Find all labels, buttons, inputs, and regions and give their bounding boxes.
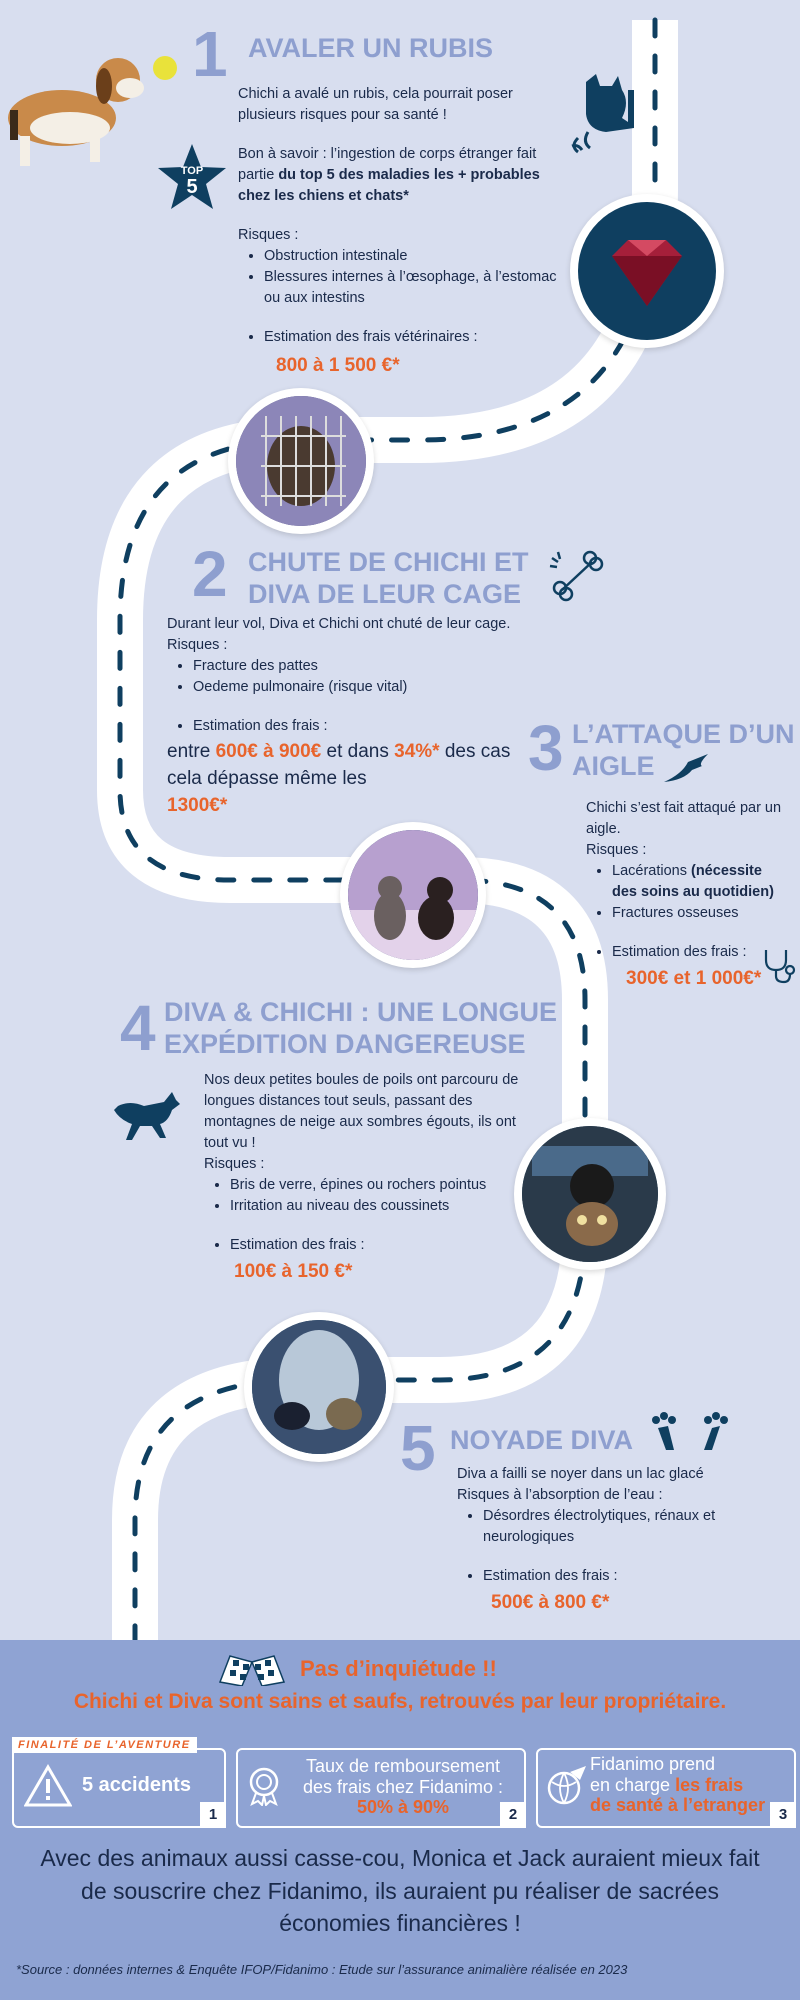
section1-title: AVALER UN RUBIS xyxy=(248,33,494,63)
section1-number: 1 xyxy=(192,18,228,90)
card-number-3: 3 xyxy=(770,1802,796,1828)
section2-title: CHUTE DE CHICHI ET DIVA DE LEUR CAGE xyxy=(248,547,529,610)
paw-prints-icon xyxy=(646,1410,732,1454)
checkered-flags-icon xyxy=(216,1652,288,1686)
cat-dog-photo xyxy=(348,830,478,960)
section4-price: 100€ à 150 €* xyxy=(234,1261,353,1283)
section5-title: NOYADE DIVA xyxy=(450,1425,634,1455)
cat-dog-photo-circle xyxy=(340,822,486,968)
footer-source: *Source : données internes & Enquête IFOP/Fidanimo : Etude sur l’assurance animalière réalisée en 2023 xyxy=(16,1962,628,1977)
section2-price: 1300€* xyxy=(167,795,228,817)
ruby-gem-icon xyxy=(578,202,716,340)
section3-title: L’ATTAQUE D’UN AIGLE xyxy=(572,719,795,782)
finality-label: FINALITÉ DE L’AVENTURE xyxy=(12,1737,197,1753)
card-number-2: 2 xyxy=(500,1802,526,1828)
cave-photo-circle xyxy=(244,1312,394,1462)
card-reimbursement-line1: Taux de remboursement xyxy=(305,1756,501,1776)
stethoscope-icon xyxy=(762,946,796,984)
medal-icon xyxy=(246,1766,282,1806)
globe-plane-icon xyxy=(544,1764,588,1806)
card-abroad xyxy=(536,1748,796,1828)
section5-body: Diva a failli se noyer dans un lac glacé Risques à l’absorption de l’eau : • Désordres électrolytiques, rénaux et neurologiques • Estimation des frais : 500€ à 800 €* xyxy=(457,1464,747,1617)
card-abroad-line3: de santé à l’etranger xyxy=(590,1795,766,1816)
beagle-jumping-illustration xyxy=(0,40,160,170)
section4-title: DIVA & CHICHI : UNE LONGUE EXPÉDITION DANGEREUSE xyxy=(164,997,558,1060)
ruby-photo-circle xyxy=(570,194,724,348)
section2-body: Durant leur vol, Diva et Chichi ont chuté de leur cage. Risques : • Fracture des pattes • Oedeme pulmonaire (risque vital) • Estimation des frais : entre 600€ à 900€ et dans 34%* des cas cela dépasse même les 1300€* xyxy=(167,614,537,820)
card-reimbursement-line2: des frais chez Fidanimo : xyxy=(302,1776,504,1797)
airplane-photo-circle xyxy=(514,1118,666,1270)
tennis-ball-icon xyxy=(153,56,177,80)
card-reimbursement-rate: 50% à 90% xyxy=(356,1797,450,1818)
cave-photo xyxy=(252,1320,386,1454)
dog-cage-photo-circle xyxy=(228,388,374,534)
card-abroad-line1: Fidanimo prend xyxy=(590,1754,716,1774)
section4-body: Nos deux petites boules de poils ont parcouru de longues distances tout seuls, passant des montagnes de neige aux sombres égouts, ils ont tout vu ! Risques : • Bris de verre, épines ou rochers pointus • Irritation au niveau des coussinets • Estimation des frais : 100€ à 150 €* xyxy=(204,1070,524,1286)
section1-body: Chichi a avalé un rubis, cela pourrait poser plusieurs risques pour sa santé ! Bon à savoir : l’ingestion de corps étranger fait partie du top 5 des maladies les + probables chez les chiens et chats* Risques : • Obstruction intestinale • Blessures internes à l’œsophage, à l’estomac ou aux intestins • Estimation des frais vétérinaires : 800 à 1 500 €* xyxy=(238,84,568,380)
card-accidents xyxy=(12,1748,226,1828)
card-reimbursement xyxy=(236,1748,526,1828)
warning-icon xyxy=(24,1764,72,1808)
section4-number: 4 xyxy=(120,992,156,1064)
section3-price: 300€ et 1 000€* xyxy=(626,968,762,990)
section2-number: 2 xyxy=(192,538,228,610)
bone-icon xyxy=(548,548,608,604)
cat-icon xyxy=(566,72,636,158)
footer-conclusion: Avec des animaux aussi casse-cou, Monica et Jack auraient mieux fait de souscrire chez Fidanimo, ils auraient pu réaliser de sacrées économies financières ! xyxy=(40,1845,760,1937)
eagle-icon xyxy=(662,752,712,786)
card-abroad-highlight: les frais xyxy=(675,1774,744,1795)
section5-number: 5 xyxy=(400,1412,436,1484)
footer-headline: Pas d’inquiétude !! xyxy=(300,1656,497,1681)
cage-photo xyxy=(236,396,366,526)
top5-label: TOP 5 xyxy=(180,165,204,198)
section3-number: 3 xyxy=(528,712,564,784)
footer-subline: Chichi et Diva sont sains et saufs, retrouvés par leur propriétaire. xyxy=(73,1690,727,1713)
section1-price: 800 à 1 500 €* xyxy=(276,355,400,377)
card-accidents-text: 5 accidents xyxy=(82,1774,191,1796)
section5-price: 500€ à 800 €* xyxy=(491,1592,610,1614)
card-number-1: 1 xyxy=(200,1802,226,1828)
running-dog-icon xyxy=(110,1086,182,1142)
airplane-photo xyxy=(522,1126,658,1262)
section3-body: Chichi s’est fait attaqué par un aigle. Risques : • Lacérations (nécessite des soins au quotidien) • Fractures osseuses • Estimation des frais : 300€ et 1 000€* xyxy=(586,798,786,993)
card-abroad-line2: en charge xyxy=(590,1774,676,1795)
